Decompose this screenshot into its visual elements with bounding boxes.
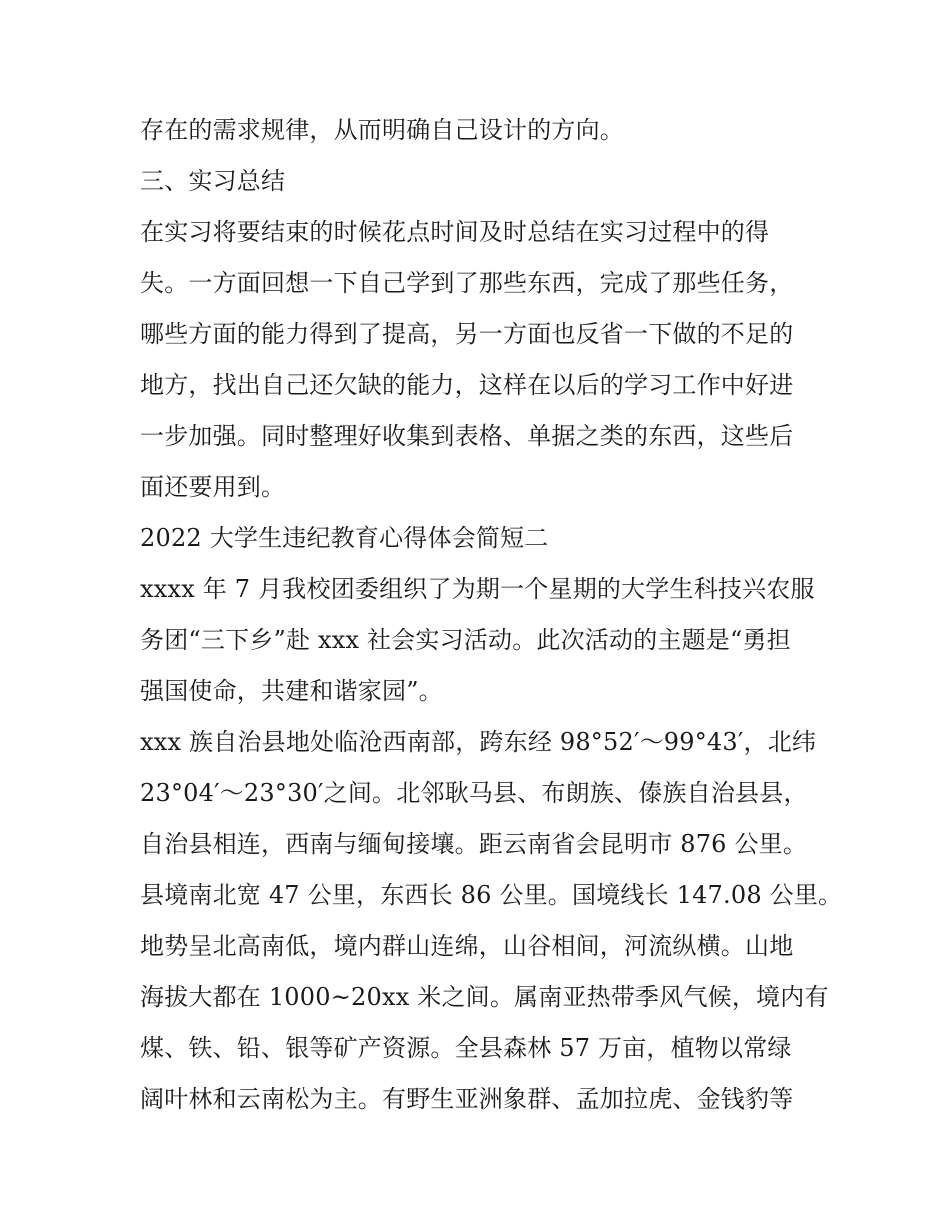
text-line: 失。一方面回想一下自己学到了那些东西，完成了那些任务，	[140, 269, 794, 297]
text-line: 23°04′～23°30′之间。北邻耿马县、布朗族、傣族自治县县，	[140, 779, 808, 807]
text-line: 面还要用到。	[140, 473, 286, 501]
text-line: 强国使命，共建和谐家园”。	[140, 677, 443, 705]
section-heading: 三、实习总结	[140, 167, 286, 195]
text-line: 自治县相连，西南与缅甸接壤。距云南省会昆明市 876 公里。	[140, 830, 808, 858]
text-line: 哪些方面的能力得到了提高，另一方面也反省一下做的不足的	[140, 320, 794, 348]
article-title: 2022 大学生违纪教育心得体会简短二	[140, 524, 549, 552]
text-line: 在实习将要结束的时候花点时间及时总结在实习过程中的得	[140, 218, 770, 246]
text-line: xxxx 年 7 月我校团委组织了为期一个星期的大学生科技兴农服	[140, 575, 815, 603]
text-line: 海拔大都在 1000~20xx 米之间。属南亚热带季风气候，境内有	[140, 983, 829, 1011]
text-line: 务团“三下乡”赴 xxx 社会实习活动。此次活动的主题是“勇担	[140, 626, 791, 654]
document-body	[140, 105, 843, 1125]
text-line: 县境南北宽 47 公里，东西长 86 公里。国境线长 147.08 公里。	[140, 881, 843, 909]
text-line: 一步加强。同时整理好收集到表格、单据之类的东西，这些后	[140, 422, 794, 450]
text-line: 地势呈北高南低，境内群山连绵，山谷相间，河流纵横。山地	[140, 932, 794, 960]
text-line: 阔叶林和云南松为主。有野生亚洲象群、孟加拉虎、金钱豹等	[140, 1085, 794, 1113]
text-line: 煤、铁、铅、银等矿产资源。全县森林 57 万亩，植物以常绿	[140, 1034, 792, 1062]
text-line: 地方，找出自己还欠缺的能力，这样在以后的学习工作中好进	[140, 371, 794, 399]
text-line: 存在的需求规律，从而明确自己设计的方向。	[140, 116, 624, 144]
text-line: xxx 族自治县地处临沧西南部，跨东经 98°52′～99°43′，北纬	[140, 728, 817, 756]
